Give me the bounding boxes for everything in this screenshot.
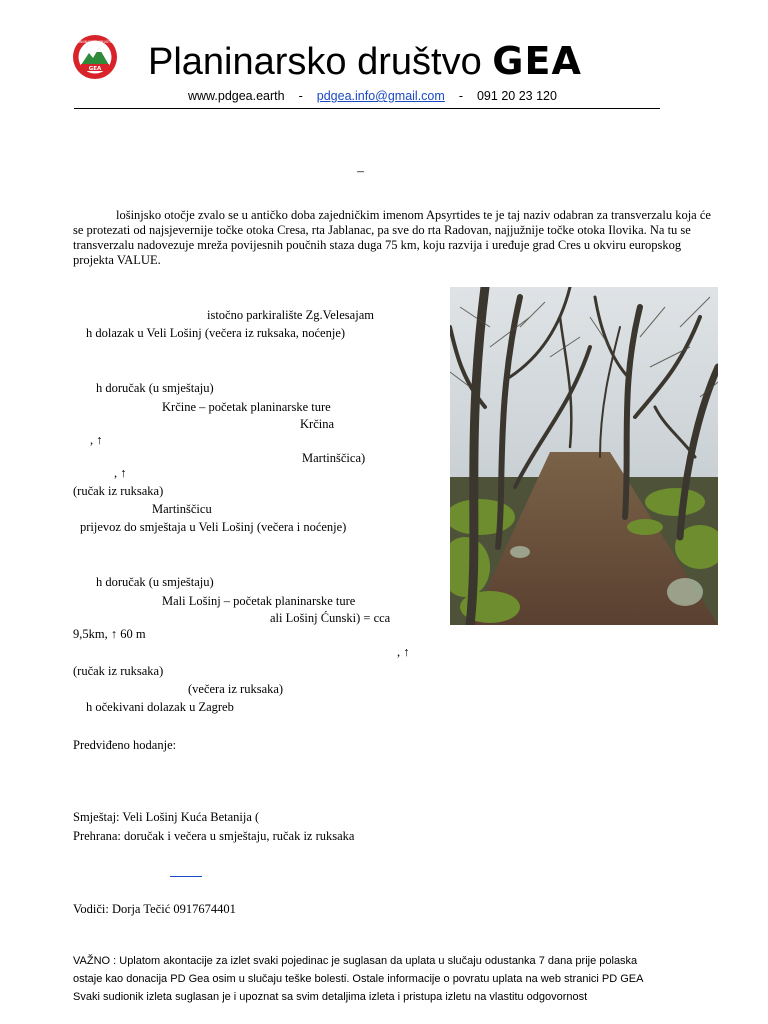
itinerary-line: Martinščica) (302, 451, 366, 465)
logo-bottom-text: GEA (88, 66, 102, 72)
itinerary-line: h doručak (u smještaju) (96, 381, 214, 395)
itinerary-line: h doručak (u smještaju) (96, 575, 214, 589)
itinerary-line: Krčina (300, 417, 335, 431)
link-underline[interactable] (170, 876, 202, 877)
food-info: Prehrana: doručak i večera u smještaju, ručak iz ruksaka (73, 829, 355, 843)
itinerary-line: , ↑ (114, 466, 127, 480)
walking-info: Predviđeno hodanje: (73, 738, 177, 752)
notice-line: ostaje kao donacija PD Gea osim u slučaju teške bolesti. Ostale informacije o povratu uplata na web stranici PD GEA (73, 973, 644, 985)
phone-number: 091 20 23 120 (476, 89, 557, 103)
itinerary-line: Krčine – početak planinarske ture (162, 400, 331, 414)
itinerary-line: h dolazak u Veli Lošinj (večera iz ruksaka, noćenje) (86, 326, 346, 340)
logo-top-text: PLANINARSKO DRUŠTVO (75, 40, 115, 45)
separator: - (298, 89, 303, 103)
club-logo-icon (72, 34, 118, 80)
notice-line: VAŽNO : Uplatom akontacije za izlet svaki pojedinac je suglasan da uplata u slučaju odustanka 7 dana prije polaska (73, 955, 638, 967)
title-brand: GEA (492, 39, 582, 83)
title-main: Planinarsko društvo (148, 41, 493, 83)
separator: - (458, 89, 463, 103)
itinerary-line: istočno parkiralište Zg.Velesajam (207, 308, 374, 322)
notice-line: Svaki sudionik izleta suglasan je i upoznat sa svim detaljima izleta i pristupa izletu na vlastitu odgovornost (73, 991, 588, 1003)
itinerary-line: (ručak iz ruksaka) (73, 484, 164, 498)
intro-paragraph: lošinjsko otočje zvalo se u antičko doba zajedničkim imenom Apsyrtides te je taj naziv odabran za transverzalu koja će se protezati od najsjevernije točke otoka Cresa, rta Jablanac, pa sve do rta Radovan, najjužnije točke otoka Ilovika. Na tu se transverzalu nadovezuje mreža povijesnih poučnih staza duga 75 km, koju razvija i uređuje grad Cres u okviru europskog projekta VALUE. (73, 208, 711, 267)
itinerary-line: h očekivani dolazak u Zagreb (86, 700, 234, 714)
page-title (148, 38, 582, 85)
itinerary-line: , ↑ (90, 433, 103, 447)
header-divider (74, 108, 660, 109)
title-dash: – (357, 164, 364, 179)
itinerary-line: 9,5km, ↑ 60 m (73, 627, 146, 641)
lodging-info: Smještaj: Veli Lošinj Kuća Betanija ( (73, 810, 260, 824)
itinerary-line: prijevoz do smještaja u Veli Lošinj (večera i noćenje) (80, 520, 347, 534)
itinerary-line: Mali Lošinj – početak planinarske ture (162, 594, 356, 608)
contact-line (188, 88, 557, 104)
itinerary-line: ali Lošinj Ćunski) = cca (270, 611, 391, 625)
itinerary-line: (ručak iz ruksaka) (73, 664, 164, 678)
itinerary-line: (večera iz ruksaka) (188, 682, 284, 696)
important-notice (73, 952, 643, 1006)
guides-info: Vodiči: Dorja Tečić 0917674401 (73, 902, 236, 916)
forest-path-photo (450, 287, 718, 625)
itinerary-line: Martinščicu (152, 502, 212, 516)
email-link[interactable]: pdgea.info@gmail.com (316, 89, 445, 103)
website-link[interactable]: www.pdgea.earth (188, 89, 285, 103)
itinerary-line: , ↑ (397, 645, 410, 659)
